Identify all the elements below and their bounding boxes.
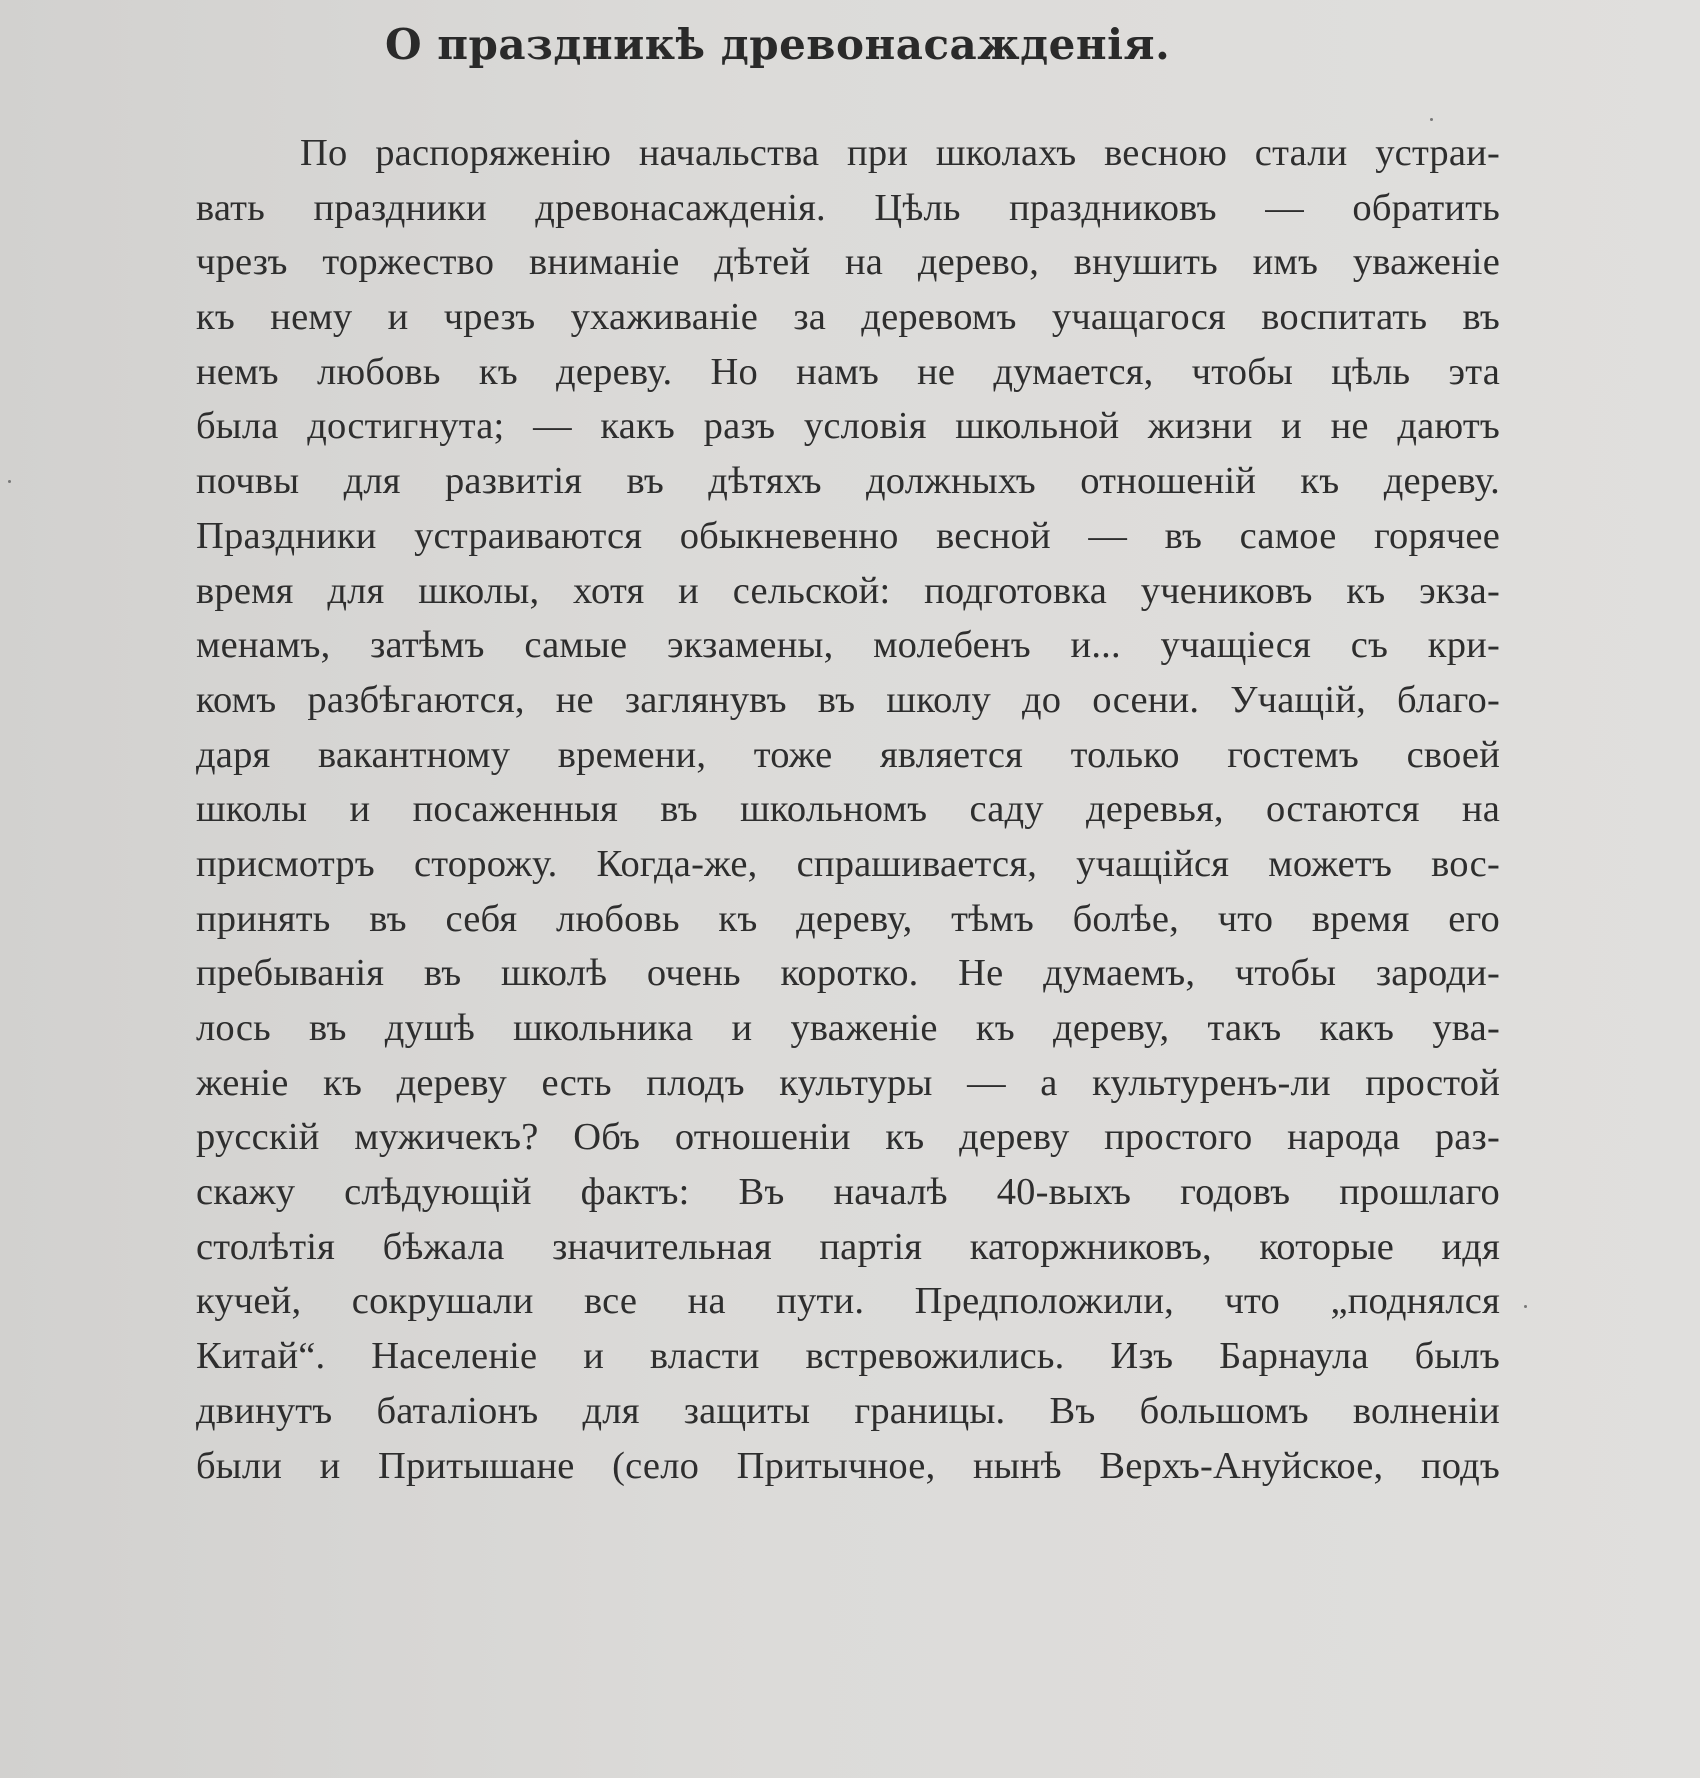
text-line: время для школы, хотя и сельской: подготовка учениковъ къ экза- [196,569,1500,612]
text-line: лось въ душѣ школьника и уваженіе къ дереву, такъ какъ ува- [196,1007,1500,1049]
text-line: русскій мужичекъ? Объ отношеніи къ дереву простого народа раз- [196,1116,1500,1159]
text-line: принять въ себя любовь къ дереву, тѣмъ болѣе, что время его [196,897,1500,940]
paper-speck [1430,118,1433,121]
page-title: О праздникѣ древонасажденія. [385,20,1171,69]
text-line: Китай“. Населеніе и власти встревожились. Изъ Барнаула былъ [196,1335,1500,1378]
text-line: вать праздники древонасажденія. Цѣль праздниковъ — обратить [196,186,1500,229]
text-line: чрезъ торжество вниманіе дѣтей на дерево, внушить имъ уваженіе [196,241,1500,284]
text-line: комъ разбѣгаются, не заглянувъ въ школу до осени. Учащій, благо- [196,678,1500,721]
text-line: Праздники устраиваются обыкневенно весной — въ самое горячее [196,514,1500,557]
text-line: женіе къ дереву есть плодъ культуры — а культуренъ-ли простой [196,1061,1500,1104]
text-line: пребыванія въ школѣ очень коротко. Не думаемъ, чтобы зароди- [196,952,1500,995]
text-line: скажу слѣдующій фактъ: Въ началѣ 40-выхъ годовъ прошлаго [196,1171,1500,1214]
article-body [196,126,1500,1493]
text-line: присмотръ сторожу. Когда-же, спрашивается, учащійся можетъ вос- [196,842,1500,885]
paper-speck [8,480,11,483]
text-line: столѣтія бѣжала значительная партія каторжниковъ, которые идя [196,1225,1500,1268]
text-line: почвы для развитія въ дѣтяхъ должныхъ отношеній къ дереву. [196,460,1500,503]
text-line: школы и посаженныя въ школьномъ саду деревья, остаются на [196,788,1500,831]
text-line: къ нему и чрезъ ухаживаніе за деревомъ учащагося воспитать въ [196,296,1500,339]
text-line: немъ любовь къ дереву. Но намъ не думается, чтобы цѣль эта [196,350,1500,393]
paper-speck [1524,1305,1527,1308]
text-line: По распоряженію начальства при школахъ весною стали устраи- [300,132,1500,174]
text-line: менамъ, затѣмъ самые экзамены, молебенъ и... учащіеся съ кри- [196,624,1500,667]
text-line: были и Притышане (село Притычное, нынѣ Верхъ-Ануйское, подъ [196,1444,1500,1487]
text-line: даря вакантному времени, тоже является только гостемъ своей [196,733,1500,776]
text-line: кучей, сокрушали все на пути. Предположили, что „поднялся [196,1280,1500,1323]
text-line: двинутъ баталіонъ для защиты границы. Въ большомъ волненіи [196,1389,1500,1432]
text-line: была достигнута; — какъ разъ условія школьной жизни и не даютъ [196,405,1500,448]
